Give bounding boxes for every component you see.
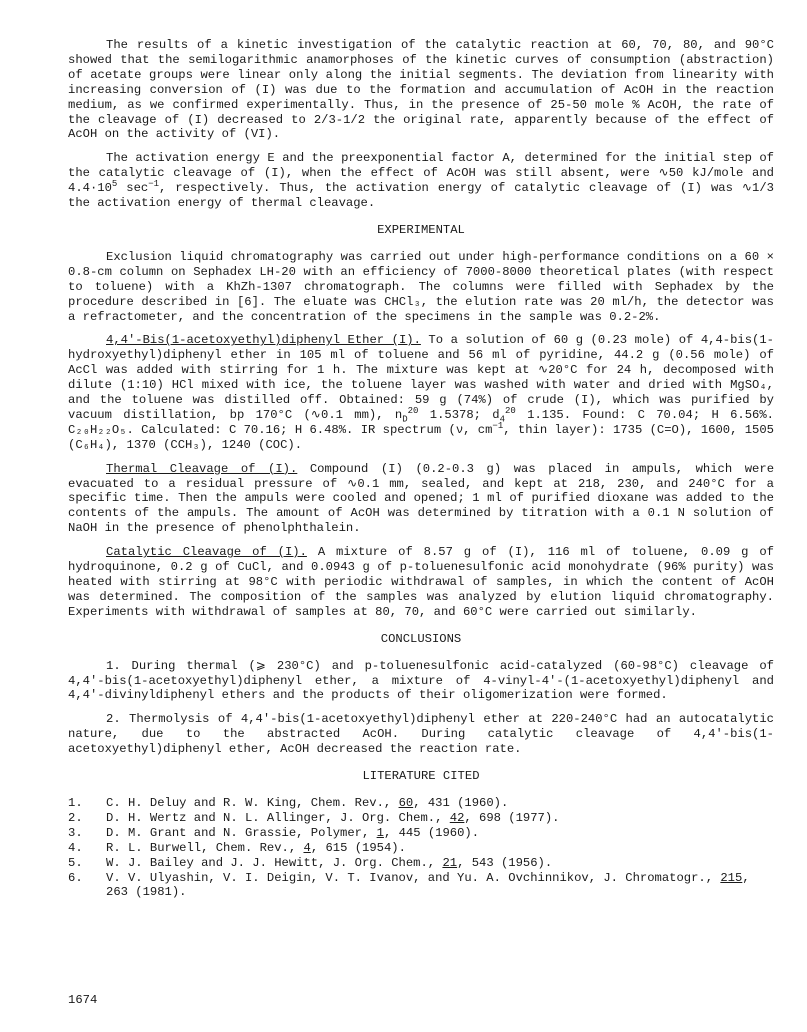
reference-number: 2. [68, 810, 83, 825]
text-span: D. H. Wertz and N. L. Allinger, J. Org. Chem., [106, 810, 450, 825]
intro-paragraph-1: The results of a kinetic investigation of the catalytic reaction at 60, 70, 80, and 90°C showed that the semilogarithmic anamorphoses of the kinetic curves of consumption (abstraction) of acetate groups were linear only along the initial segments. The deviation from linearity with increasing conversion of (I) was due to the formation and accumulation of AcOH in the reaction medium, as we confirmed experimentally. Thus, in the presence of 25-50 mole % AcOH, the rate of the cleavage of (I) decreased to 2/3-1/2 the original rate, apparently because of the effect of AcOH on the activity of (VI). [68, 38, 774, 142]
reference-volume: 60 [398, 795, 414, 810]
text-span: , 615 (1954). [310, 840, 406, 855]
text-span: To a solution of 60 g (0.23 mole) of 4,4-bis(1-hydroxyethyl)diphenyl ether in 105 ml of toluene and 56 ml of pyridine, 44.2 g (0.56 mole) of AcCl was added with stirring for 1 h. The mixture was kept at ∿20°C for 24 h, decomposed with dilute (1:10) HCl mixed with ice, the toluene layer was washed with water and dried with MgSO₄, and the toluene was distilled off. Obtained: 59 g (74%) of crude (I), which was purified by vacuum distillation, bp 170°C (∿0.1 mm), n [68, 333, 774, 422]
superscript: 20 [505, 405, 516, 416]
text-span: 1.135. Found: C 70.04; H 6.56%. C₂₀H₂₂O₅. Calculated: C 70.16; H 6.48%. IR spectrum (ν, cm [68, 407, 774, 437]
thermal-cleavage-title: Thermal Cleavage of (I). [106, 461, 298, 476]
catalytic-cleavage-title: Catalytic Cleavage of (I). [106, 545, 307, 560]
conclusions-heading: CONCLUSIONS [380, 631, 462, 646]
conclusion-item-2: 2. Thermolysis of 4,4'-bis(1-acetoxyethyl)diphenyl ether at 220-240°C had an autocatalytic nature, due to the abstracted AcOH. During catalytic cleavage of 4,4'-bis(1-acetoxyethyl)diphenyl ether, AcOH decreased the reaction rate. [68, 712, 774, 757]
reference-item [68, 856, 774, 871]
text-span: C. H. Deluy and R. W. King, Chem. Rev., [106, 795, 399, 810]
intro-paragraph-2 [68, 151, 774, 211]
text-span: sec [117, 181, 149, 196]
reference-number: 4. [68, 840, 83, 855]
superscript: 5 [111, 179, 118, 190]
text-span: , 698 (1977). [464, 810, 560, 825]
reference-volume: 1 [376, 825, 384, 840]
text-span: 1.5378; d [418, 407, 500, 422]
text-span: Compound (I) (0.2-0.3 g) was placed in ampuls, which were evacuated to a residual pressure of ∿0.1 mm, sealed, and kept at 218, 230, and 240°C for a specific time. Then the ampuls were cooled and opened; 1 ml of purified dioxane was added to the contents of the ampuls. The amount of AcOH was determined by titration with a 0.1 N solution of NaOH in the presence of phenolphthalein. [68, 461, 775, 536]
experimental-paragraph-3 [68, 462, 774, 537]
reference-text [106, 796, 774, 811]
page-number: 1674 [68, 993, 98, 1007]
reference-number: 3. [68, 825, 83, 840]
reference-item [68, 871, 774, 901]
superscript: −1 [492, 420, 504, 431]
subscript: D [402, 414, 408, 425]
text-span: R. L. Burwell, Chem. Rev., [106, 840, 304, 855]
subscript: 4 [499, 414, 506, 425]
reference-item [68, 796, 774, 811]
superscript: 20 [407, 405, 419, 416]
reference-item [68, 826, 774, 841]
text-span: , 543 (1956). [457, 855, 553, 870]
text-span: W. J. Bailey and J. J. Hewitt, J. Org. Chem., [106, 855, 443, 870]
reference-list [68, 796, 774, 900]
text-span: , thin layer): 1735 (C=O), 1600, 1505 (C₆H₄), 1370 (CCH₃), 1240 (COC). [68, 422, 774, 452]
reference-volume: 4 [303, 840, 311, 855]
reference-number: 1. [68, 795, 83, 810]
reference-text [106, 811, 774, 826]
text-span: A mixture of 8.57 g of (I), 116 ml of toluene, 0.09 g of hydroquinone, 0.2 g of CuCl, and 0.0943 g of p-toluenesulfonic acid monohydrate (96% purity) was heated with stirring at 98°C with periodic withdrawal of samples, in which the content of AcOH was determined. The composition of the samples was analyzed by elution liquid chromatography. Experiments with withdrawal of samples at 80, 70, and 60°C were carried out similarly. [68, 545, 774, 619]
reference-number: 6. [68, 870, 83, 885]
text-span: V. V. Ulyashin, V. I. Deigin, V. T. Ivanov, and Yu. A. Ovchinnikov, J. Chromatogr., [106, 870, 721, 885]
compound-title: 4,4'-Bis(1-acetoxyethyl)diphenyl Ether (I). [106, 333, 421, 348]
text-span: , respectively. Thus, the activation energy of catalytic cleavage of (I) was ∿1/3 the activation energy of thermal cleavage. [68, 181, 774, 211]
text-span: , 431 (1960). [413, 795, 509, 810]
reference-text [106, 826, 774, 841]
experimental-heading: EXPERIMENTAL [377, 222, 465, 237]
reference-number: 5. [68, 855, 83, 870]
page-body [68, 38, 774, 900]
reference-volume: 21 [442, 855, 458, 870]
conclusion-item-1: 1. During thermal (⩾ 230°C) and p-toluenesulfonic acid-catalyzed (60-98°C) cleavage of 4,4'-bis(1-acetoxyethyl)diphenyl ether, a mixture of 4-vinyl-4'-(1-acetoxyethyl)diphenyl and 4,4'-divinyldiphenyl ethers and the products of their oligomerization were formed. [68, 658, 774, 703]
reference-volume: 215 [720, 870, 743, 885]
reference-volume: 42 [449, 810, 465, 825]
text-span: D. M. Grant and N. Grassie, Polymer, [106, 825, 377, 840]
experimental-paragraph-4 [68, 545, 774, 620]
reference-text [106, 856, 774, 871]
text-span: The activation energy E and the preexponential factor A, determined for the initial step of the catalytic cleavage of (I), when the effect of AcOH was still absent, were ∿50 kJ/mole and 4.4·10 [68, 151, 774, 196]
reference-item [68, 841, 774, 856]
reference-text [106, 871, 774, 901]
experimental-paragraph-2 [68, 333, 774, 452]
literature-heading: LITERATURE CITED [362, 769, 480, 784]
reference-item [68, 811, 774, 826]
text-span: , 263 (1981). [106, 870, 750, 900]
text-span: , 445 (1960). [383, 825, 480, 840]
experimental-paragraph-1: Exclusion liquid chromatography was carried out under high-performance conditions on a 60 × 0.8-cm column on Sephadex LH-20 with an efficiency of 7000-8000 theoretical plates (with respect to toluene) with a KhZh-1307 chromatograph. The columns were filled with Sephadex by the procedure described in [6]. The eluate was CHCl₃, the elution rate was 20 ml/h, the detector was a refractometer, and the concentration of the specimens in the sample was 0.2-2%. [68, 249, 774, 324]
superscript: −1 [148, 179, 160, 190]
reference-text [106, 841, 774, 856]
